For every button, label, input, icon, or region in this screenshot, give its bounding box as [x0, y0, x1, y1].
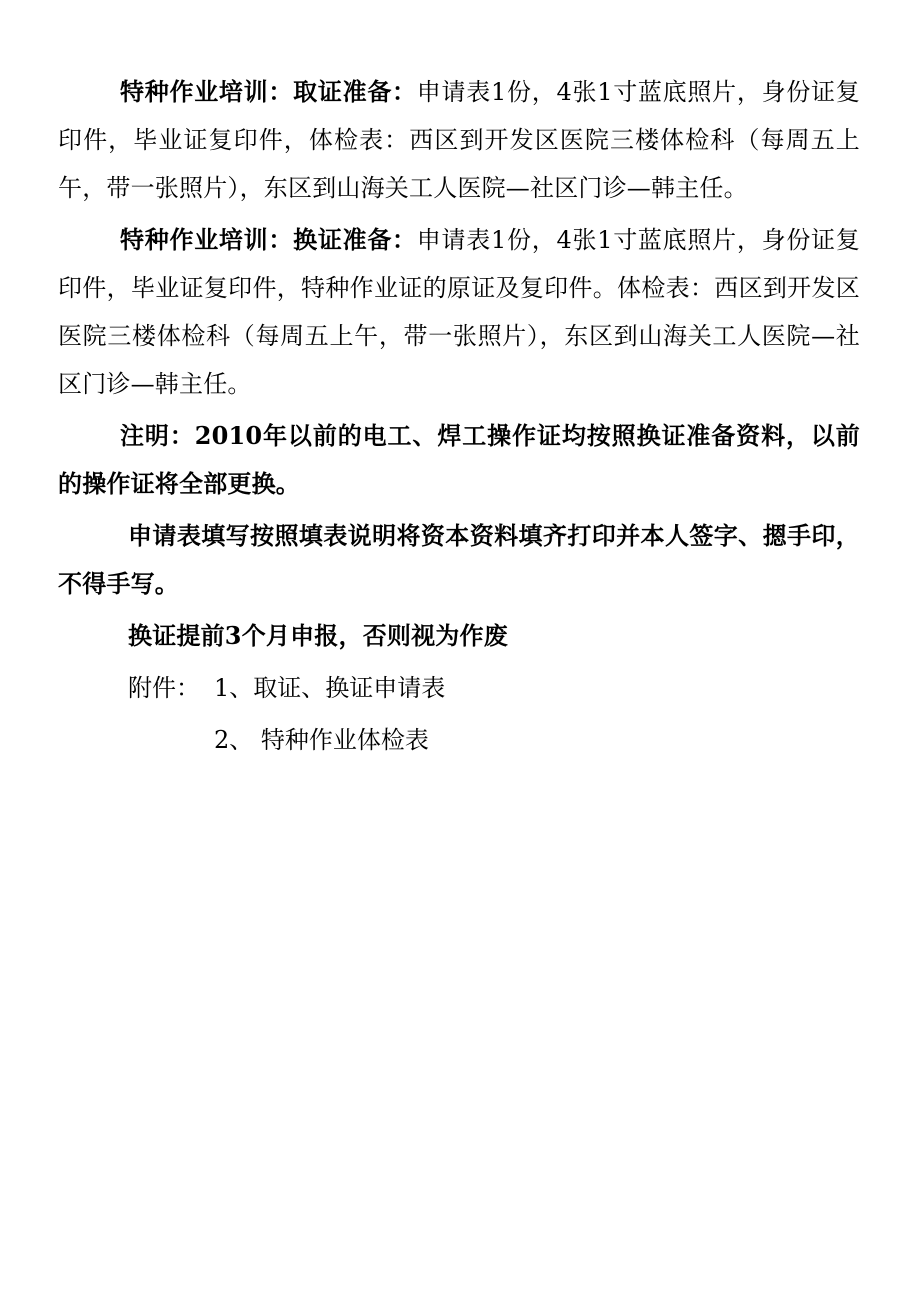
note-paragraph: 注明：2010年以前的电工、焊工操作证均按照换证准备资料，以前的操作证将全部更换。 [58, 421, 860, 498]
obtain-certificate-text: 申请表1份，4张1寸蓝底照片，身份证复印件，毕业证复印件，体检表：西区到开发区医院三楼体检科（每周五上午，带一张照片），东区到山海关工人医院—社区门诊—韩主任。 [58, 78, 860, 202]
attachments-label: 附件： [128, 674, 200, 702]
attachment-item-1: 1、取证、换证申请表 [214, 674, 446, 702]
deadline-notice: 换证提前3个月申报，否则视为作废 [128, 621, 508, 650]
attachment-item-2: 2、 特种作业体检表 [214, 726, 429, 754]
renew-certificate-heading: 特种作业培训：换证准备： [120, 225, 417, 254]
document-page [58, 68, 860, 766]
renew-certificate-text: 申请表1份，4张1寸蓝底照片，身份证复印件，毕业证复印件，特种作业证的原证及复印件。体检表：西区到开发区医院三楼体检科（每周五上午，带一张照片），东区到山海关工人医院—社区门诊—韩主任。 [58, 226, 860, 398]
obtain-certificate-heading: 特种作业培训：取证准备： [120, 77, 417, 106]
attachment-line-1 [58, 662, 860, 714]
paragraph-obtain-certificate [58, 68, 860, 212]
paragraph-renew-certificate [58, 216, 860, 408]
attachment-line-2 [58, 714, 860, 766]
fill-instruction-paragraph: 申请表填写按照填表说明将资本资料填齐打印并本人签字、摁手印，不得手写。 [58, 521, 860, 598]
